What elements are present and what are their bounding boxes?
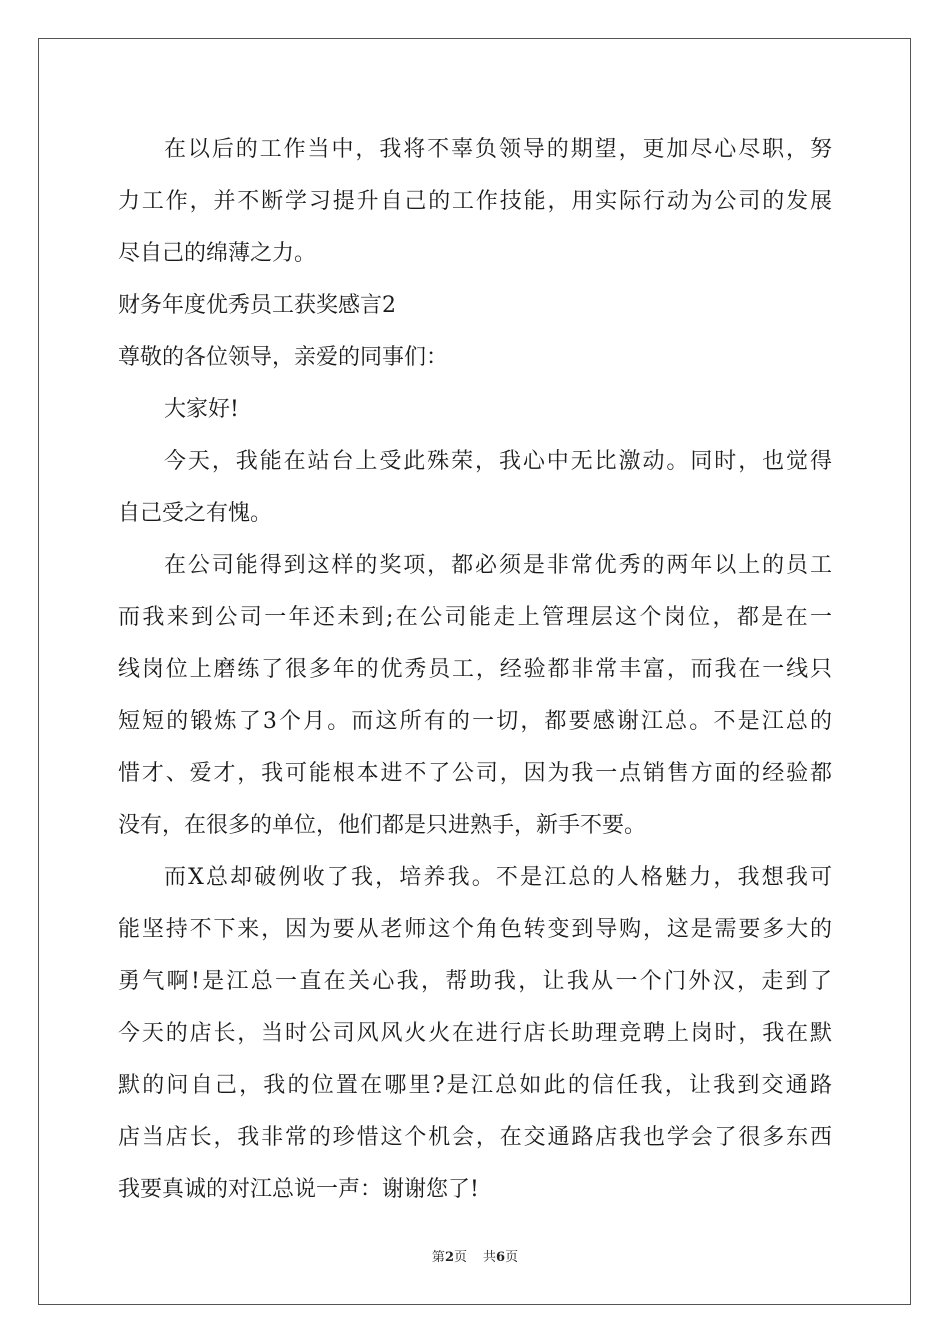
paragraph-line: 力工作，并不断学习提升自己的工作技能，用实际行动为公司的发展	[118, 189, 832, 214]
paragraph-line: 我要真诚的对江总说一声：谢谢您了!	[118, 1177, 479, 1202]
greeting: 大家好!	[164, 397, 239, 422]
paragraph-line: 在以后的工作当中，我将不辜负领导的期望，更加尽心尽职，努	[164, 137, 832, 162]
page-footer	[0, 1246, 950, 1265]
page-prefix: 第	[431, 1250, 445, 1265]
total-prefix: 共	[483, 1250, 497, 1265]
paragraph-line: 勇气啊!是江总一直在关心我，帮助我，让我从一个门外汉，走到了	[118, 969, 832, 994]
paragraph-line: 在公司能得到这样的奖项，都必须是非常优秀的两年以上的员工	[164, 553, 832, 578]
paragraph-line: 默的问自己，我的位置在哪里?是江总如此的信任我，让我到交通路	[118, 1073, 832, 1098]
paragraph-line: 尽自己的绵薄之力。	[118, 241, 317, 266]
paragraph-line: 而我来到公司一年还未到;在公司能走上管理层这个岗位，都是在一	[118, 605, 832, 630]
section-title: 财务年度优秀员工获奖感言2	[118, 293, 396, 318]
page-number: 2	[444, 1250, 454, 1265]
paragraph-line: 短短的锻炼了3个月。而这所有的一切，都要感谢江总。不是江总的	[118, 709, 832, 734]
paragraph-line: 没有，在很多的单位，他们都是只进熟手，新手不要。	[118, 813, 647, 838]
paragraph-line: 店当店长，我非常的珍惜这个机会，在交通路店我也学会了很多东西	[118, 1125, 832, 1150]
paragraph-line: 今天，我能在站台上受此殊荣，我心中无比激动。同时，也觉得	[164, 449, 832, 474]
salutation: 尊敬的各位领导，亲爱的同事们：	[118, 345, 449, 370]
paragraph-line: 能坚持不下来，因为要从老师这个角色转变到导购，这是需要多大的	[118, 917, 832, 942]
document-body	[118, 124, 832, 1216]
total-pages: 6	[496, 1250, 506, 1265]
paragraph-line: 今天的店长，当时公司风风火火在进行店长助理竞聘上岗时，我在默	[118, 1021, 832, 1046]
total-suffix: 页	[505, 1250, 519, 1265]
paragraph-line: 线岗位上磨练了很多年的优秀员工，经验都非常丰富，而我在一线只	[118, 657, 832, 682]
paragraph-line: 自己受之有愧。	[118, 501, 273, 526]
paragraph-line: 惜才、爱才，我可能根本进不了公司，因为我一点销售方面的经验都	[118, 761, 832, 786]
paragraph-line: 而X总却破例收了我，培养我。不是江总的人格魅力，我想我可	[164, 865, 832, 890]
page-suffix: 页	[453, 1250, 467, 1265]
